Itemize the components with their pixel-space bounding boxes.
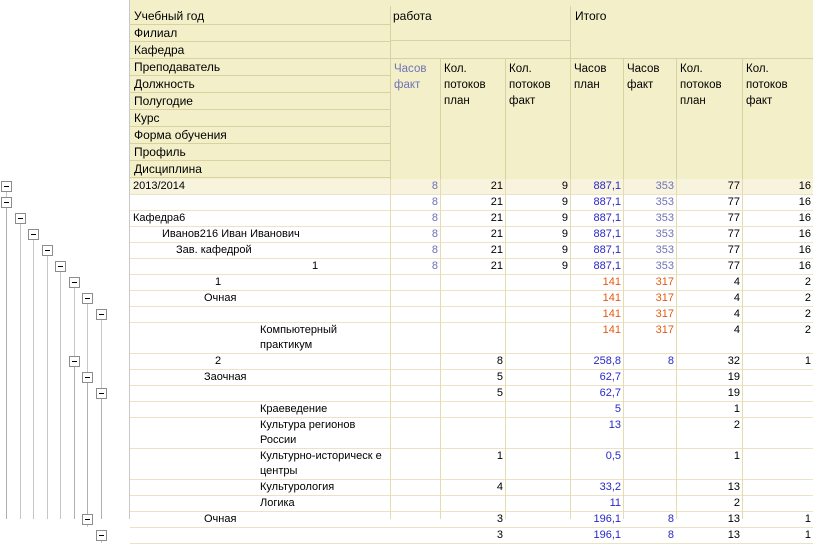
value-cell	[440, 402, 505, 417]
value-cell: 1	[496, 450, 503, 462]
value-cell: 317	[655, 292, 674, 304]
value-cell	[505, 402, 570, 417]
value-cell	[742, 496, 813, 511]
collapse-toggle-icon[interactable]	[1, 197, 12, 208]
value-cell	[505, 307, 570, 322]
row-label: Краеведение	[260, 403, 328, 415]
table-row[interactable]	[130, 449, 813, 480]
value-cell	[623, 480, 676, 495]
row-label: Компьютерный практикум	[260, 324, 338, 351]
column-header[interactable]: Кол. потоков факт	[742, 59, 813, 179]
value-cell: 8	[431, 260, 438, 272]
column-header[interactable]: Кол. потоков план	[676, 59, 742, 179]
column-divider	[390, 179, 391, 519]
value-cell: 8	[496, 355, 503, 367]
table-row[interactable]	[130, 354, 813, 370]
value-cell	[390, 512, 440, 527]
tree-connector	[74, 367, 75, 519]
value-cell	[505, 528, 570, 543]
value-cell: 353	[655, 228, 674, 240]
value-cell: 77	[727, 260, 740, 272]
collapse-toggle-icon[interactable]	[42, 245, 53, 256]
value-cell: 2	[804, 308, 811, 320]
tree-divider	[129, 0, 130, 519]
value-cell: 62,7	[599, 387, 621, 399]
value-cell: 317	[655, 276, 674, 288]
value-cell	[623, 402, 676, 417]
table-row[interactable]	[130, 291, 813, 307]
value-cell	[505, 496, 570, 511]
row-label: 2	[215, 355, 222, 367]
value-cell	[390, 323, 440, 338]
value-cell: 196,1	[593, 513, 621, 525]
value-cell: 21	[490, 228, 503, 240]
value-cell	[505, 449, 570, 464]
collapse-toggle-icon[interactable]	[15, 213, 26, 224]
table-row[interactable]	[130, 259, 813, 275]
value-cell	[440, 291, 505, 306]
value-cell: 353	[655, 244, 674, 256]
value-cell: 77	[727, 180, 740, 192]
value-cell: 4	[733, 276, 740, 288]
dimension-label: Профиль	[130, 144, 390, 161]
row-label: Логика	[260, 497, 295, 509]
value-cell: 62,7	[599, 371, 621, 383]
value-cell: 141	[602, 292, 621, 304]
collapse-toggle-icon[interactable]	[96, 309, 107, 320]
value-cell	[742, 370, 813, 385]
dimension-label: Учебный год	[130, 8, 390, 25]
value-cell: 32	[727, 355, 740, 367]
value-cell	[440, 323, 505, 338]
value-cell	[505, 480, 570, 495]
value-cell: 0,5	[605, 450, 621, 462]
value-cell: 21	[490, 212, 503, 224]
value-cell: 16	[798, 212, 811, 224]
dimension-label: Кафедра	[130, 42, 390, 59]
column-header[interactable]: Кол. потоков факт	[505, 59, 570, 179]
value-cell	[390, 291, 440, 306]
value-cell: 5	[496, 371, 503, 383]
value-cell: 2	[733, 497, 740, 509]
tree-connector	[33, 240, 34, 519]
collapse-toggle-icon[interactable]	[82, 293, 93, 304]
value-cell: 9	[561, 180, 568, 192]
table-row[interactable]	[130, 402, 813, 418]
row-label: Очная	[204, 513, 237, 525]
column-header[interactable]: Часов факт	[623, 59, 676, 179]
value-cell	[440, 275, 505, 290]
value-cell: 353	[655, 180, 674, 192]
value-cell	[623, 449, 676, 464]
value-cell: 8	[667, 513, 674, 525]
value-cell: 258,8	[593, 355, 621, 367]
row-label: Культурно-историческ е центры	[260, 450, 382, 477]
collapse-toggle-icon[interactable]	[96, 530, 107, 541]
value-cell	[623, 386, 676, 401]
value-cell: 887,1	[593, 260, 621, 272]
value-cell: 8	[431, 244, 438, 256]
value-cell	[390, 386, 440, 401]
value-cell: 353	[655, 260, 674, 272]
value-cell	[505, 386, 570, 401]
group-rabota-label: работа	[393, 9, 432, 23]
group-header-rabota	[390, 6, 570, 41]
tree-connector	[87, 525, 88, 527]
value-cell: 8	[431, 228, 438, 240]
value-cell: 317	[655, 324, 674, 336]
table-row[interactable]	[130, 480, 813, 496]
value-cell: 9	[561, 260, 568, 272]
dimension-label: Преподаватель	[130, 59, 390, 76]
collapse-toggle-icon[interactable]	[82, 514, 93, 525]
table-row[interactable]	[130, 211, 813, 227]
value-cell: 77	[727, 228, 740, 240]
group-header-spacer	[390, 41, 570, 59]
row-label: Очная	[204, 292, 237, 304]
row-label: 1	[215, 276, 222, 288]
column-divider	[676, 179, 677, 519]
table-row[interactable]	[130, 179, 813, 195]
collapse-toggle-icon[interactable]	[69, 356, 80, 367]
value-cell: 9	[561, 212, 568, 224]
dimension-label: Полугодие	[130, 93, 390, 110]
row-label: Культура регионов России	[260, 419, 356, 446]
value-cell: 3	[496, 529, 503, 541]
value-cell: 21	[490, 244, 503, 256]
value-cell: 196,1	[593, 529, 621, 541]
table-row[interactable]	[130, 386, 813, 402]
value-cell	[505, 323, 570, 338]
value-cell: 21	[490, 196, 503, 208]
row-label: Заочная	[204, 371, 247, 383]
value-cell: 19	[727, 387, 740, 399]
dimension-label: Филиал	[130, 25, 390, 42]
value-cell: 8	[431, 180, 438, 192]
value-cell	[390, 370, 440, 385]
value-cell: 2	[804, 324, 811, 336]
value-cell: 21	[490, 180, 503, 192]
tree-connector	[60, 272, 61, 519]
value-cell	[623, 370, 676, 385]
value-cell	[742, 480, 813, 495]
value-cell: 8	[667, 355, 674, 367]
value-cell: 77	[727, 196, 740, 208]
value-cell: 4	[733, 308, 740, 320]
value-cell	[390, 418, 440, 433]
table-row[interactable]	[130, 370, 813, 386]
table-row[interactable]	[130, 323, 813, 354]
tree-connector	[47, 256, 48, 519]
value-cell: 16	[798, 260, 811, 272]
value-cell: 141	[602, 324, 621, 336]
row-label: Кафедра6	[133, 212, 186, 224]
value-cell: 1	[804, 355, 811, 367]
column-divider	[570, 179, 571, 519]
table-row[interactable]	[130, 243, 813, 259]
value-cell: 11	[609, 497, 621, 509]
table-row[interactable]	[130, 512, 813, 528]
value-cell	[390, 449, 440, 464]
dimension-label: Форма обучения	[130, 127, 390, 144]
value-cell: 3	[496, 513, 503, 525]
table-row[interactable]	[130, 307, 813, 323]
table-row[interactable]	[130, 227, 813, 243]
value-cell: 2	[804, 292, 811, 304]
value-cell: 8	[431, 212, 438, 224]
value-cell: 9	[561, 244, 568, 256]
value-cell: 2	[733, 419, 740, 431]
value-cell: 77	[727, 212, 740, 224]
value-cell: 5	[614, 403, 621, 415]
column-divider	[505, 179, 506, 519]
value-cell: 887,1	[593, 228, 621, 240]
value-cell: 21	[490, 260, 503, 272]
value-cell: 1	[804, 529, 811, 541]
value-cell	[742, 449, 813, 464]
value-cell: 1	[804, 513, 811, 525]
tree-connector	[101, 541, 102, 543]
value-cell	[623, 418, 676, 433]
value-cell: 1	[733, 450, 740, 462]
value-cell: 16	[798, 244, 811, 256]
tree-connector	[87, 383, 88, 519]
value-cell: 141	[602, 308, 621, 320]
value-cell: 2	[804, 276, 811, 288]
value-cell	[505, 291, 570, 306]
value-cell: 317	[655, 308, 674, 320]
value-cell	[505, 418, 570, 433]
value-cell: 13	[727, 513, 740, 525]
row-label: 2013/2014	[133, 180, 185, 192]
value-cell	[505, 512, 570, 527]
group-itogo-label: Итого	[575, 9, 607, 23]
collapse-toggle-icon[interactable]	[1, 181, 12, 192]
table-row[interactable]	[130, 418, 813, 449]
value-cell	[390, 496, 440, 511]
value-cell: 141	[602, 276, 621, 288]
value-cell: 77	[727, 244, 740, 256]
value-cell	[390, 528, 440, 543]
value-cell	[390, 307, 440, 322]
value-cell: 887,1	[593, 180, 621, 192]
collapse-toggle-icon[interactable]	[96, 388, 107, 399]
row-label: Зав. кафедрой	[176, 244, 252, 256]
collapse-toggle-icon[interactable]	[69, 277, 80, 288]
value-cell	[390, 275, 440, 290]
table-row[interactable]	[130, 275, 813, 291]
value-cell: 16	[798, 180, 811, 192]
value-cell	[505, 275, 570, 290]
collapse-toggle-icon[interactable]	[82, 372, 93, 383]
table-row[interactable]	[130, 195, 813, 211]
value-cell: 13	[727, 481, 740, 493]
value-cell	[440, 418, 505, 433]
collapse-toggle-icon[interactable]	[55, 261, 66, 272]
row-label: 1	[312, 260, 319, 272]
row-label: Культурология	[260, 481, 335, 493]
dimension-label: Дисциплина	[130, 161, 390, 178]
value-cell	[390, 480, 440, 495]
tree-connector	[20, 224, 21, 519]
value-cell	[742, 386, 813, 401]
value-cell: 8	[667, 529, 674, 541]
column-divider	[623, 179, 624, 519]
value-cell: 9	[561, 228, 568, 240]
tree-connector	[101, 399, 102, 519]
value-cell	[623, 496, 676, 511]
dimension-label: Курс	[130, 110, 390, 127]
value-cell: 8	[431, 196, 438, 208]
value-cell: 33,2	[599, 481, 621, 493]
value-cell: 5	[496, 387, 503, 399]
value-cell	[505, 370, 570, 385]
value-cell	[390, 354, 440, 369]
column-divider	[742, 179, 743, 519]
value-cell	[505, 354, 570, 369]
value-cell	[390, 402, 440, 417]
dimension-label: Должность	[130, 76, 390, 93]
tree-connector	[6, 208, 7, 519]
value-cell: 1	[733, 403, 740, 415]
group-header-itogo	[570, 6, 813, 59]
column-divider	[440, 179, 441, 519]
value-cell: 13	[727, 529, 740, 541]
value-cell: 4	[496, 481, 503, 493]
row-label: Иванов216 Иван Иванович	[162, 228, 300, 240]
table-row[interactable]	[130, 528, 813, 544]
value-cell	[742, 418, 813, 433]
value-cell: 887,1	[593, 212, 621, 224]
value-cell	[742, 402, 813, 417]
column-header[interactable]: Часов факт	[390, 59, 440, 179]
value-cell	[440, 307, 505, 322]
value-cell: 13	[608, 419, 621, 431]
table-row[interactable]	[130, 496, 813, 512]
value-cell: 353	[655, 196, 674, 208]
value-cell	[440, 496, 505, 511]
value-cell: 9	[561, 196, 568, 208]
column-header[interactable]: Кол. потоков план	[440, 59, 505, 179]
value-cell: 353	[655, 212, 674, 224]
value-cell: 4	[733, 324, 740, 336]
value-cell: 19	[727, 371, 740, 383]
column-header[interactable]: Часов план	[570, 59, 623, 179]
value-cell: 16	[798, 196, 811, 208]
value-cell: 887,1	[593, 196, 621, 208]
value-cell: 887,1	[593, 244, 621, 256]
collapse-toggle-icon[interactable]	[28, 229, 39, 240]
value-cell: 16	[798, 228, 811, 240]
value-cell: 4	[733, 292, 740, 304]
